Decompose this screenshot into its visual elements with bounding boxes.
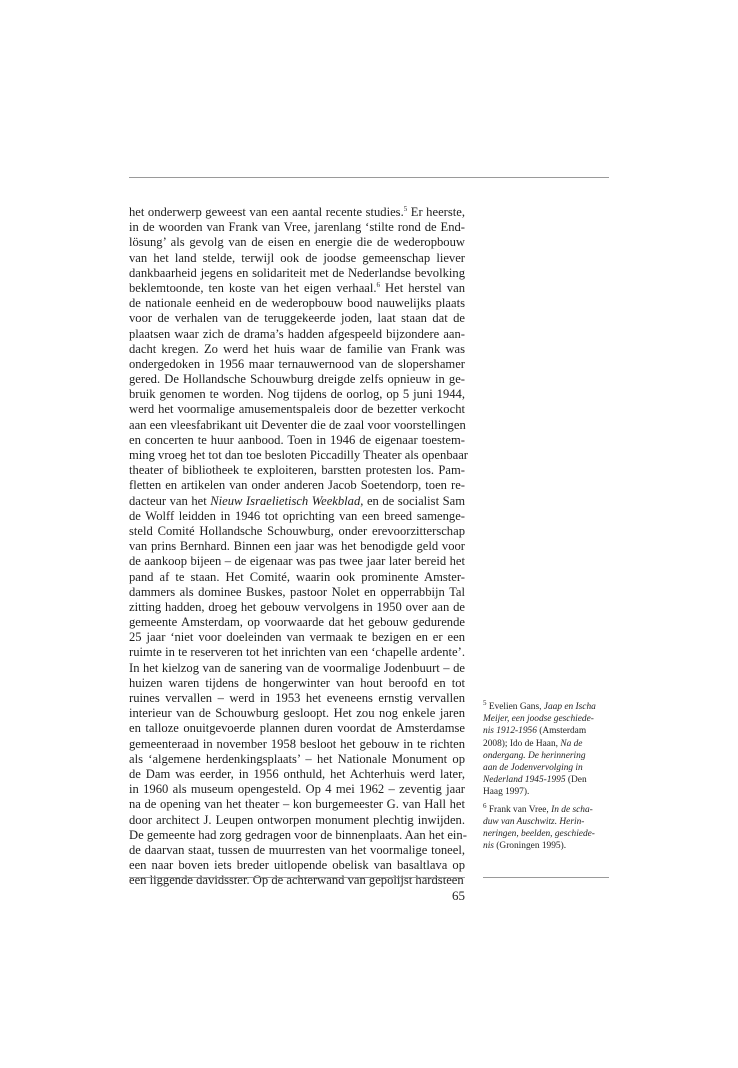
text-run: (Amsterdam [536, 726, 587, 737]
text-line [129, 266, 465, 281]
text-run: de nationale eenheid en de wederopbouw bood nauwelijks plaats [129, 296, 465, 311]
text-line [129, 494, 465, 509]
text-line [129, 448, 468, 463]
text-run: zitting hadden, droeg het gebouw vervolgens in 1950 over aan de [129, 599, 465, 614]
text-run: ming vroeg het tot dan toe besloten Piccadilly Theater als openbaar [129, 448, 468, 462]
text-run: lösung’ als gevolg van de eisen en energie die de wederopbouw [129, 235, 465, 250]
text-line [129, 737, 465, 752]
italic-text: Nieuw Israelietisch Weekblad [210, 493, 361, 508]
footnote-line [483, 801, 615, 816]
text-run: Er heerste, [407, 205, 465, 219]
italic-text: nis 1912-1956 [483, 726, 537, 737]
footnote-ref: 5 [403, 204, 408, 213]
footnote-line [483, 713, 615, 725]
header-rule [129, 177, 609, 178]
text-run: van prins Bernhard. Binnen een jaar was het benodigde geld voor [129, 539, 465, 554]
text-line [129, 251, 465, 266]
text-run: Het herstel van [380, 280, 465, 295]
text-run: de Dam was eerder, in 1956 onthuld, het Achterhuis werd later, [129, 766, 465, 781]
text-run: Frank van Vree, [486, 804, 552, 815]
text-run: voor de verhalen van de teruggekeerde joden, laat staan dat de [129, 311, 465, 326]
footnote-line [483, 840, 615, 852]
text-line [129, 357, 465, 372]
footnote-line [483, 786, 615, 798]
text-run: de Wolff leidden in 1946 tot oprichting van een breed samenge- [129, 508, 465, 523]
text-line [129, 418, 465, 433]
italic-text: Nederland 1945-1995 [483, 775, 566, 786]
text-run: een liggende davidsster. Op de achterwand van gepolijst hardsteen [129, 873, 464, 888]
footnote-ref: 6 [376, 280, 381, 289]
text-run: dammers als dominee Buskes, pastoor Nolet en opperrabbijn Tal [129, 584, 465, 599]
footnote-number: 6 [483, 801, 487, 810]
text-run: en talloze onuitgevoerde plannen duren voordat de Amsterdamse [129, 721, 465, 736]
text-run: (Den [565, 775, 587, 786]
text-line [129, 296, 465, 311]
text-run: ruimte in te reserveren tot het inrichten van een ‘chapelle ardente’. [129, 645, 465, 660]
text-line [129, 327, 465, 342]
text-line [129, 828, 465, 843]
text-run: na de opening van het theater – kon burgemeester G. van Hall het [129, 797, 465, 812]
text-run: in 1960 als museum opengesteld. Op 4 mei 1962 – zeventig jaar [129, 782, 465, 797]
text-line [129, 615, 465, 630]
text-line [129, 509, 465, 524]
italic-text: neringen, beelden, geschiede- [483, 828, 595, 839]
italic-text: Na de [560, 738, 583, 749]
text-run: 25 jaar ‘niet voor doeleinden van vermaak te bezigen en er een [129, 630, 465, 645]
italic-text: In de scha- [551, 804, 593, 815]
text-line [129, 387, 465, 402]
text-line [129, 676, 465, 691]
text-run: ondergedoken in 1956 maar ternauwernood van de slopershamer [129, 356, 465, 371]
text-run: beklemtoonde, ten koste van het eigen verhaal. [129, 280, 377, 295]
text-run: de daarvan staat, tussen de muurresten van het voormalige toneel, [129, 842, 465, 857]
text-line [129, 873, 465, 888]
text-run: dankbaarheid jegens en solidariteit met de Nederlandse bevolking [129, 265, 465, 280]
text-line [129, 205, 465, 220]
text-run: Evelien Gans, [486, 702, 544, 712]
text-line [129, 570, 465, 585]
text-run: (Groningen 1995). [493, 841, 567, 852]
text-line [129, 402, 465, 417]
text-run: van het land stelde, terwijl ook de joodse gemeenschap liever [129, 250, 465, 265]
italic-text: nis [483, 841, 494, 852]
text-run: bruik genomen te worden. Nog tijdens de oorlog, op 5 juni 1944, [129, 387, 465, 402]
text-line [129, 782, 465, 797]
text-run: door architect J. Leupen ontworpen monument plechtig inwijden. [129, 812, 465, 827]
text-run: een naar boven iets breder uitlopende obelisk van basaltlava op [129, 858, 465, 873]
italic-text: Jaap en Ischa [543, 702, 596, 712]
text-run: de aankoop bijeen – de eigenaar was pas twee jaar later bereid het [129, 554, 465, 569]
footnote-number: 5 [483, 698, 487, 707]
text-run: dacteur van het [129, 493, 211, 508]
text-line [129, 235, 465, 250]
footer-rule-main [129, 877, 465, 878]
text-line [129, 281, 465, 296]
text-run: huizen waren tijdens de hongerwinter van hout beroofd en tot [129, 675, 465, 690]
text-run: gemeente Amsterdam, op voorwaarde dat het gebouw gedurende [129, 615, 465, 630]
text-run: 2008); Ido de Haan, [483, 738, 561, 749]
text-run: steld Comité Hollandsche Schouwburg, onder erevoorzitterschap [129, 523, 465, 538]
text-line [129, 767, 465, 782]
text-run: en concerten te huur aanbood. Toen in 1946 de eigenaar toestem- [129, 432, 465, 447]
text-run: als ‘algemene herdenkingsplaats’ – het Nationale Monument op [129, 751, 465, 766]
text-run: fletten en artikelen van onder anderen Jacob Soetendorp, toen re- [129, 478, 465, 493]
text-run: gemeenteraad in november 1958 besloot het gebouw in te richten [129, 736, 465, 751]
footnote-line [483, 762, 615, 774]
text-line [129, 858, 465, 873]
text-run: gered. De Hollandsche Schouwburg dreigde zelfs opnieuw in ge- [129, 372, 465, 387]
text-line [129, 797, 465, 812]
text-run: , en de socialist Sam [360, 493, 466, 508]
text-line [129, 220, 465, 235]
text-line [129, 600, 465, 615]
text-line [129, 813, 465, 828]
text-run: interieur van de Schouwburg gesloopt. Het zou nog enkele jaren [129, 706, 465, 721]
footnote [483, 801, 615, 853]
text-line [129, 478, 465, 493]
text-line [129, 539, 465, 554]
italic-text: Meijer, een joodse geschiede- [483, 714, 594, 725]
text-line [129, 433, 465, 448]
sidenotes [483, 698, 615, 857]
text-run: Haag 1997). [483, 787, 530, 798]
page-number: 65 [452, 888, 465, 903]
text-line [129, 691, 465, 706]
footnote-line [483, 738, 615, 750]
footnote-line [483, 698, 615, 713]
footnote-line [483, 774, 615, 786]
text-run: In het kielzog van de sanering van de voormalige Jodenbuurt – de [129, 660, 465, 675]
footnote-line [483, 725, 615, 737]
text-line [129, 311, 465, 326]
italic-text: duw van Auschwitz. Herin- [483, 816, 585, 827]
italic-text: ondergang. De herinnering [483, 750, 586, 761]
text-run: plaatsen waar zich de drama’s hadden afgespeeld bijzondere aan- [129, 326, 465, 341]
footer-rule-notes [483, 877, 609, 878]
text-line [129, 721, 465, 736]
text-run: in de woorden van Frank van Vree, jarenlang ‘stilte rond de End- [129, 220, 465, 235]
text-line [129, 463, 465, 478]
text-line [129, 843, 465, 858]
text-run: ruines vervallen – werd in 1953 het eveneens ernstig vervallen [129, 691, 465, 705]
body-text [129, 204, 468, 888]
text-run: dacht kregen. Zo werd het huis waar de familie van Frank was [129, 341, 465, 356]
text-line [129, 554, 465, 569]
text-line [129, 706, 465, 721]
text-run: theater of bibliotheek te exploiteren, barstten protesten los. Pam- [129, 463, 465, 478]
text-run: het onderwerp geweest van een aantal recente studies. [129, 205, 404, 219]
italic-text: aan de Jodenvervolging in [483, 762, 583, 773]
text-line [129, 342, 465, 357]
text-line [129, 585, 465, 600]
text-line [129, 661, 465, 676]
text-run: pand af te staan. Het Comité, waarin ook prominente Amster- [129, 569, 465, 584]
text-line [129, 630, 465, 645]
text-line [129, 372, 465, 387]
text-line [129, 524, 465, 539]
text-line [129, 752, 465, 767]
text-run: De gemeente had zorg gedragen voor de binnenplaats. Aan het ein- [129, 827, 467, 842]
footnote-line [483, 750, 615, 762]
text-run: werd het voormalige amusementspaleis door de bezetter verkocht [129, 402, 465, 417]
footnote-line [483, 828, 615, 840]
footnote-line [483, 816, 615, 828]
text-run: aan een vleesfabrikant uit Deventer die de zaal voor voorstellingen [129, 417, 466, 432]
text-line [129, 645, 465, 660]
footnote [483, 698, 615, 799]
